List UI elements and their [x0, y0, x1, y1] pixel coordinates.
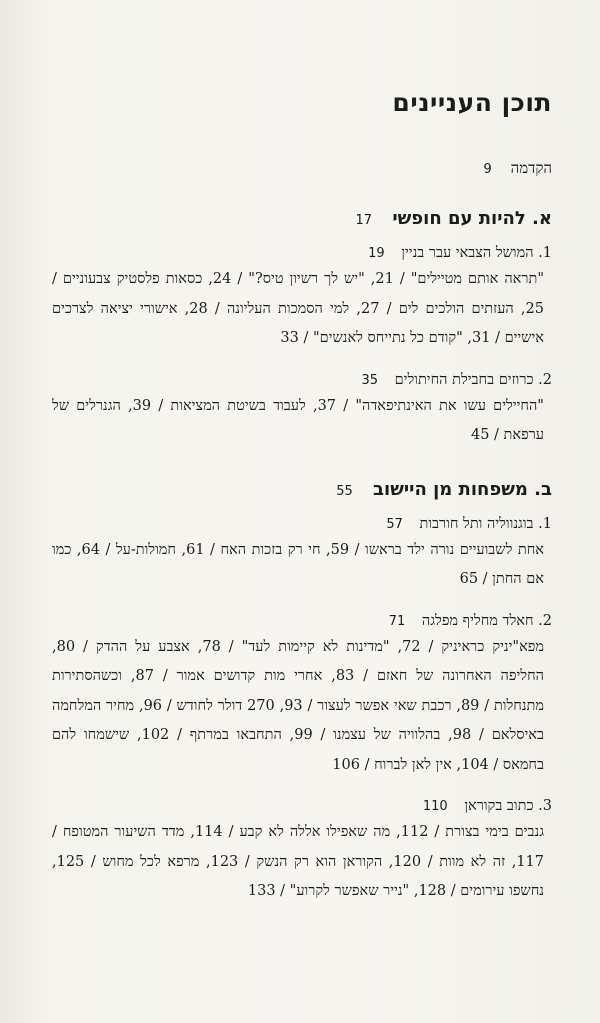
- chapter-2: [52, 372, 552, 451]
- chapter-entries: אחת לשבועיים נורה ילד בראשו / 59, חי רק בזכות האח / 61, חמולות-על / 64, כמו אם החתן / 65: [52, 541, 544, 587]
- chapter-2: [52, 613, 552, 781]
- chapter-page-number: 19: [368, 246, 385, 261]
- intro-label: הקדמה: [510, 159, 552, 177]
- chapter-page-number: 57: [386, 516, 403, 532]
- part-b: [52, 479, 552, 907]
- part-page-number: 17: [355, 213, 373, 228]
- table-of-contents: [52, 88, 552, 929]
- chapter-title: [52, 372, 552, 389]
- chapter-page-number: 71: [388, 613, 406, 629]
- chapter-title-text: 1. בוגנווליה ותל חורבות: [419, 515, 552, 532]
- chapter-title: [52, 245, 552, 262]
- chapter-1: [52, 516, 552, 595]
- chapter-entries: "החיילים עשו את האינתיפאדה" / 37, לעבוד בשיטת המציאות / 39, הגנרלים של ערפאת / 45: [52, 397, 544, 443]
- chapter-entries: מפא"יניק כראיניק / 72, "מדינות לא קיימות לעד" / 78, אצבע על ההדק / 80, החליפה האחרונה של חאזם / 83, אחרי מות קדושים אמור / 87, וכשהסתירות מתנחלות / 89, רכבת שאי אפשר לעצור / 93, 270 דולר לחודש / 96, מחיר המלחמה באיסלאם / 98, בהלוויה של עצמנו / 99, התחבאו במרתף / 102, שישמחו להם בחמאס / 104, אין לאן לברוח / 106: [52, 638, 544, 773]
- chapter-title-text: 3. כתוב בקוראן: [464, 798, 552, 814]
- part-title: א. להיות עם חופשי: [392, 208, 552, 229]
- intro-page-number: 9: [483, 162, 492, 177]
- chapter-title: [52, 613, 552, 630]
- chapter-title: [52, 516, 552, 533]
- part-a: [52, 208, 552, 451]
- chapter-title-text: 2. חאלד מחליף מפלגה: [421, 612, 552, 629]
- page-title: תוכן העניינים: [392, 88, 552, 117]
- chapter-title-text: 2. כרוזים בחבילת החיתולים: [394, 371, 552, 388]
- chapter-1: [52, 245, 552, 354]
- chapter-title-text: 1. המושל הצבאי עבר בניין: [401, 245, 552, 261]
- chapter-title: [52, 798, 552, 815]
- part-heading: [52, 479, 552, 500]
- chapter-entries: "תראה אותם מטיילים" / 21, "יש לך רשיון טיס?" / 24, כסאות פלסטיק צבעוניים / 25, העזתים הולכים לים / 27, למי הסמכות העליונה / 28, אישורי יציאה לצרכים אישיים / 31, "קודם כל נתייחס לאנשים" / 33: [52, 271, 545, 346]
- chapter-page-number: 110: [422, 799, 448, 814]
- part-page-number: 55: [336, 483, 353, 499]
- part-heading: [52, 208, 552, 229]
- chapter-entries: גנבים בימי בצורת / 112, מה שאפילו אללה לא קבע / 114, מדד השיעור המטופח / 117, זה לא מוות / 120, הקוראן הוא רק הנשק / 123, מרפא לכל מחוש / 125, נחשפו עירומים / 128, "נייר שאפשר לקרוע" / 133: [52, 824, 544, 899]
- intro-entry: [52, 159, 552, 178]
- chapter-3: [52, 798, 552, 907]
- part-title: ב. משפחות מן היישוב: [373, 478, 552, 500]
- chapter-page-number: 35: [361, 372, 378, 388]
